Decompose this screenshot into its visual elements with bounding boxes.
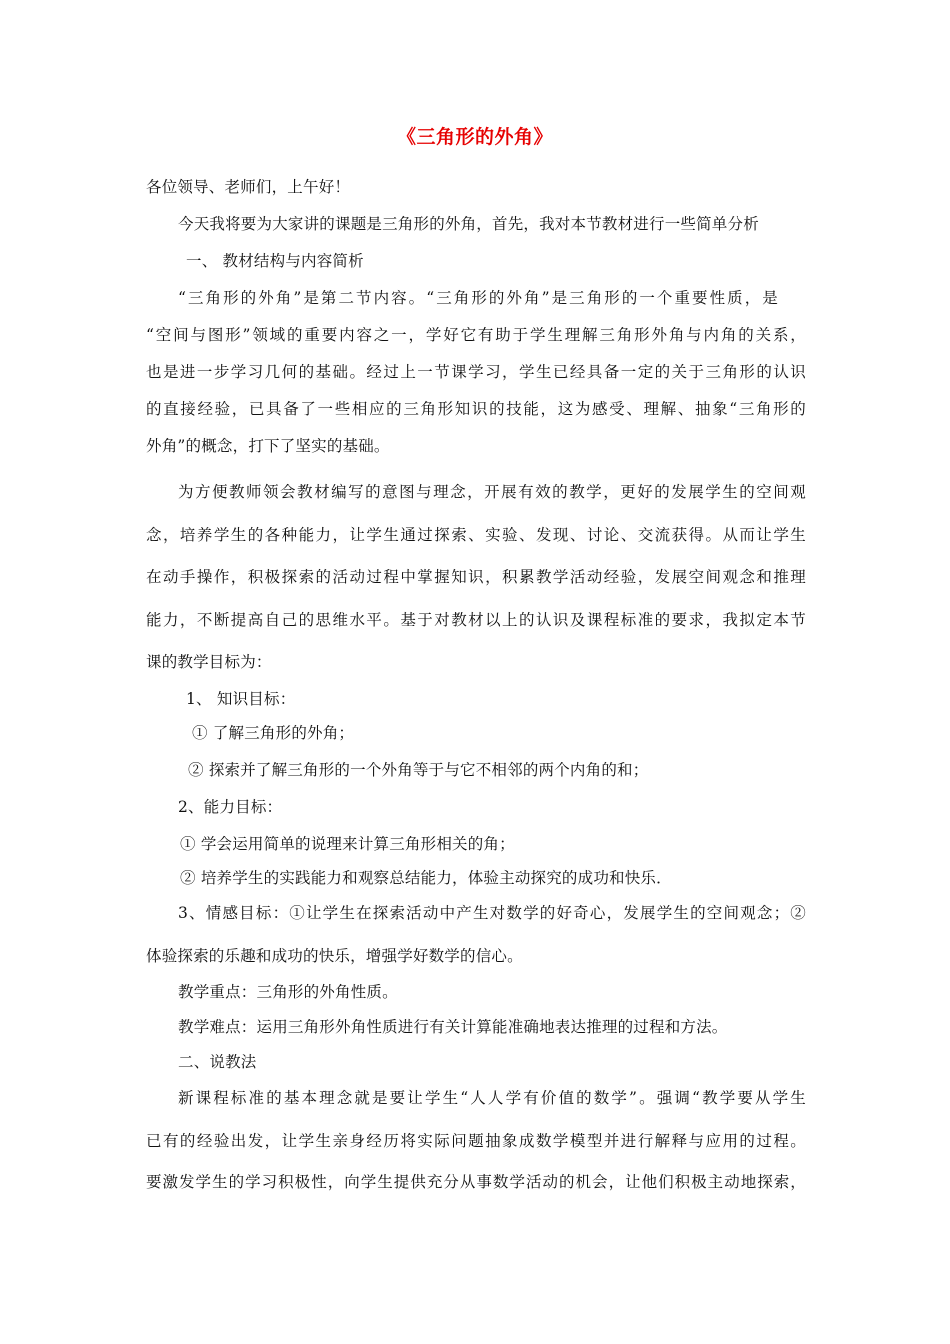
paragraph-line: 课的教学目标为： (146, 653, 272, 671)
paragraph-line: 外角”的概念，打下了坚实的基础。 (146, 437, 390, 455)
paragraph-line: 要激发学生的学习积极性，向学生提供充分从事数学活动的机会，让他们积极主动地探索， (146, 1173, 806, 1191)
goal-heading-ability: 2、能力目标： (178, 798, 283, 816)
paragraph-line: 为方便教师领会教材编写的意图与理念，开展有效的教学，更好的发展学生的空间观 (178, 483, 806, 501)
paragraph-line: 念，培养学生的各种能力，让学生通过探索、实验、发现、讨论、交流获得。从而让学生 (146, 526, 806, 544)
paragraph-line: “空间与图形”领域的重要内容之一，学好它有助于学生理解三角形外角与内角的关系， (146, 326, 806, 344)
goal-item: ① 了解三角形的外角； (192, 724, 355, 742)
paragraph-line: 已有的经验出发，让学生亲身经历将实际问题抽象成数学模型并进行解释与应用的过程。 (146, 1132, 806, 1150)
goal-heading-emotion: 3、情感目标：①让学生在探索活动中产生对数学的好奇心，发展学生的空间观念；② (178, 904, 806, 922)
section-heading-2: 二、说教法 (178, 1053, 257, 1071)
key-point: 教学重点：三角形的外角性质。 (178, 983, 398, 1001)
difficult-point: 教学难点：运用三角形外角性质进行有关计算能准确地表达推理的过程和方法。 (178, 1018, 728, 1036)
goal-item: ② 培养学生的实践能力和观察总结能力，体验主动探究的成功和快乐． (180, 869, 672, 887)
document-title: 《三角形的外角》 (396, 126, 553, 148)
goal-item: ① 学会运用简单的说理来计算三角形相关的角； (180, 835, 515, 853)
paragraph-line: 也是进一步学习几何的基础。经过上一节课学习，学生已经具备一定的关于三角形的认识 (146, 363, 806, 381)
goal-heading-knowledge: 1、 知识目标： (186, 690, 296, 708)
paragraph-line: 能力，不断提高自己的思维水平。基于对教材以上的认识及课程标准的要求，我拟定本节 (146, 611, 806, 629)
section-heading-1: 一、 教材结构与内容简析 (186, 252, 364, 270)
goal-item: ② 探索并了解三角形的一个外角等于与它不相邻的两个内角的和； (188, 761, 649, 779)
paragraph-line: “三角形的外角”是第二节内容。“三角形的外角”是三角形的一个重要性质，是 (178, 289, 778, 307)
paragraph-line: 在动手操作，积极探索的活动过程中掌握知识，积累教学活动经验，发展空间观念和推理 (146, 568, 806, 586)
paragraph-line: 体验探索的乐趣和成功的快乐，增强学好数学的信心。 (146, 947, 523, 965)
paragraph-line: 新课程标准的基本理念就是要让学生“人人学有价值的数学”。强调“教学要从学生 (178, 1089, 806, 1107)
greeting-line: 各位领导、老师们，上午好！ (146, 178, 351, 196)
intro-line: 今天我将要为大家讲的课题是三角形的外角，首先，我对本节教材进行一些简单分析 (178, 215, 759, 233)
paragraph-line: 的直接经验，已具备了一些相应的三角形知识的技能，这为感受、理解、抽象“三角形的 (146, 400, 806, 418)
